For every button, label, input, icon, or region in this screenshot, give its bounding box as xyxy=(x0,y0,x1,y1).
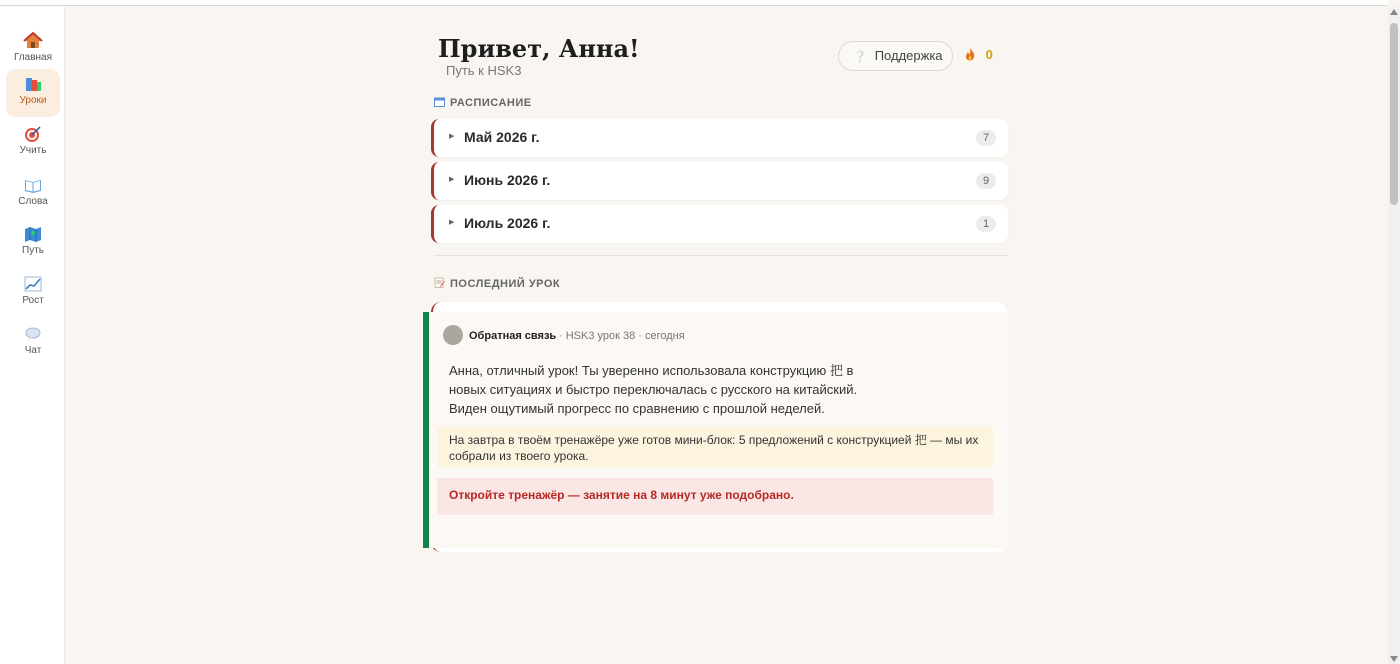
avatar xyxy=(443,325,463,345)
sidebar-item-label: Слова xyxy=(18,196,48,207)
lesson-count-badge: 9 xyxy=(976,173,996,189)
lesson-count-badge: 7 xyxy=(976,130,996,146)
streak-count: 0 xyxy=(985,47,993,62)
sidebar-item-path[interactable] xyxy=(6,219,60,267)
month-name: Июль 2026 г. xyxy=(464,215,551,231)
page-subtitle: Путь к HSK3 xyxy=(446,63,522,78)
disclosure-triangle-icon: ▶ xyxy=(449,133,455,140)
sidebar-item-growth[interactable] xyxy=(6,269,60,317)
sidebar-item-label: Путь xyxy=(22,245,44,256)
trainer-note: На завтра в твоём тренажёре уже готов мини-блок: 5 предложений с конструкцией 把 — мы их собрали из твоего урока. xyxy=(437,427,993,467)
sidebar-item-label: Чат xyxy=(24,345,42,356)
disclosure-triangle-icon: ▶ xyxy=(449,176,455,183)
page-title: Привет, Анна! xyxy=(438,34,640,63)
lesson-count-badge: 1 xyxy=(976,216,996,232)
sidebar-item-home[interactable] xyxy=(6,26,60,74)
sidebar-item-label: Уроки xyxy=(19,95,47,106)
memo-icon xyxy=(434,277,445,287)
target-icon xyxy=(23,124,43,144)
scrollbar[interactable] xyxy=(1388,7,1400,664)
disclosure-triangle-icon: ▶ xyxy=(449,219,455,226)
month-row-june[interactable] xyxy=(431,162,1008,200)
scroll-thumb[interactable] xyxy=(1390,23,1398,205)
sidebar-item-label: Рост xyxy=(22,295,44,306)
month-row-july[interactable] xyxy=(431,205,1008,243)
sidebar-item-lessons[interactable] xyxy=(6,69,60,117)
sidebar-item-chat[interactable] xyxy=(6,319,60,367)
feedback-title: Обратная связь xyxy=(469,330,557,342)
map-icon xyxy=(23,224,43,244)
month-name: Июнь 2026 г. xyxy=(464,172,551,188)
calendar-icon xyxy=(434,97,445,107)
schedule-section-title: РАСПИСАНИЕ xyxy=(434,97,532,109)
open-trainer-cta[interactable]: Откройте тренажёр — занятие на 8 минут уже подобрано. xyxy=(437,478,993,515)
section-divider xyxy=(434,255,1008,256)
speech-bubble-icon xyxy=(23,324,43,344)
house-icon xyxy=(23,31,43,51)
support-button-label: Поддержка xyxy=(874,48,943,63)
streak-counter xyxy=(964,47,993,62)
sidebar-item-label: Учить xyxy=(19,145,47,156)
books-icon xyxy=(23,74,43,94)
feedback-text: Анна, отличный урок! Ты уверенно использовала конструкцию 把 в новых ситуациях и быстро переключалась с русского на китайский. Виден ощутимый прогресс по сравнению с прошлой неделей. xyxy=(449,363,858,416)
sidebar-item-words[interactable] xyxy=(6,170,60,218)
question-icon: ❔ xyxy=(853,51,867,63)
scroll-up-arrow-icon[interactable] xyxy=(1390,9,1398,15)
month-row-may[interactable] xyxy=(431,119,1008,157)
sidebar-item-label: Главная xyxy=(13,52,53,63)
support-button[interactable] xyxy=(838,41,953,71)
feedback-card xyxy=(423,312,1006,548)
sidebar xyxy=(0,7,65,664)
last-lesson-section-title: ПОСЛЕДНИЙ УРОК xyxy=(434,277,560,290)
month-name: Май 2026 г. xyxy=(464,129,540,145)
open-book-icon xyxy=(23,175,43,195)
feedback-meta: · HSK3 урок 38 · сегодня xyxy=(559,330,685,342)
scroll-down-arrow-icon[interactable] xyxy=(1390,656,1398,662)
window-top-edge xyxy=(0,0,1388,6)
fire-icon xyxy=(964,47,980,62)
sidebar-item-learn[interactable] xyxy=(6,119,60,167)
chart-icon xyxy=(23,274,43,294)
